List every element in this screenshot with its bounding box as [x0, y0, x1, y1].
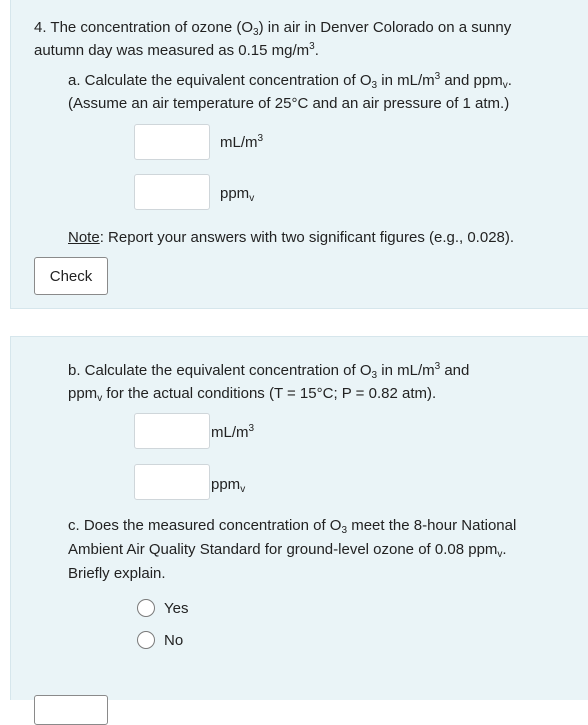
part-a-line1: a. Calculate the equivalent concentration of $O_3$ in $mL/m^3$ and ppm$_v$. [68, 71, 512, 91]
question-card-a [10, 0, 588, 309]
part-c-line1: c. Does the measured concentration of $O_3$ meet the 8-hour National [68, 517, 517, 536]
part-b-line2: ppm$_v$ for the actual conditions (T = 15°C; P = 0.82 atm). [68, 385, 437, 404]
part-b-line1: b. Calculate the equivalent concentration of $O_3$ in $mL/m^3$ and [68, 361, 470, 381]
part-a-line2: (Assume an air temperature of 25°C and an air pressure of 1 atm.) [68, 95, 510, 112]
part-b-ppm-unit: ppm$_v$ [211, 476, 246, 495]
check-button[interactable]: Check [34, 257, 108, 295]
part-a-ml-input[interactable] [134, 124, 210, 160]
option-no[interactable] [137, 628, 217, 652]
question-stem-line1: 4. The concentration of ozone $(O_3)$ in air in Denver Colorado on a sunny [34, 19, 512, 38]
option-yes[interactable] [137, 596, 217, 620]
part-c-line3: Briefly explain. [68, 565, 166, 582]
part-b-ppm-input[interactable] [134, 464, 210, 500]
option-yes-label: Yes [164, 600, 189, 617]
part-b-ml-input[interactable] [134, 413, 210, 449]
part-a-ppm-unit: ppm$_v$ [220, 185, 255, 204]
note-label: Note [68, 229, 100, 246]
part-a-ppm-input[interactable] [134, 174, 210, 210]
part-c-line2: Ambient Air Quality Standard for ground-level ozone of 0.08 ppm$_v$. [68, 541, 507, 560]
note-text: Note: Report your answers with two significant figures (e.g., 0.028). [68, 229, 515, 246]
radio-yes[interactable] [137, 599, 155, 617]
part-a-ml-unit: $mL/m^3$ [220, 133, 264, 151]
question-stem-line2: autumn day was measured as 0.15 $mg/m^3$. [34, 41, 319, 59]
question-card-b [10, 336, 588, 700]
option-no-label: No [164, 632, 184, 649]
part-b-ml-unit: $mL/m^3$ [211, 423, 255, 441]
radio-no[interactable] [137, 631, 155, 649]
